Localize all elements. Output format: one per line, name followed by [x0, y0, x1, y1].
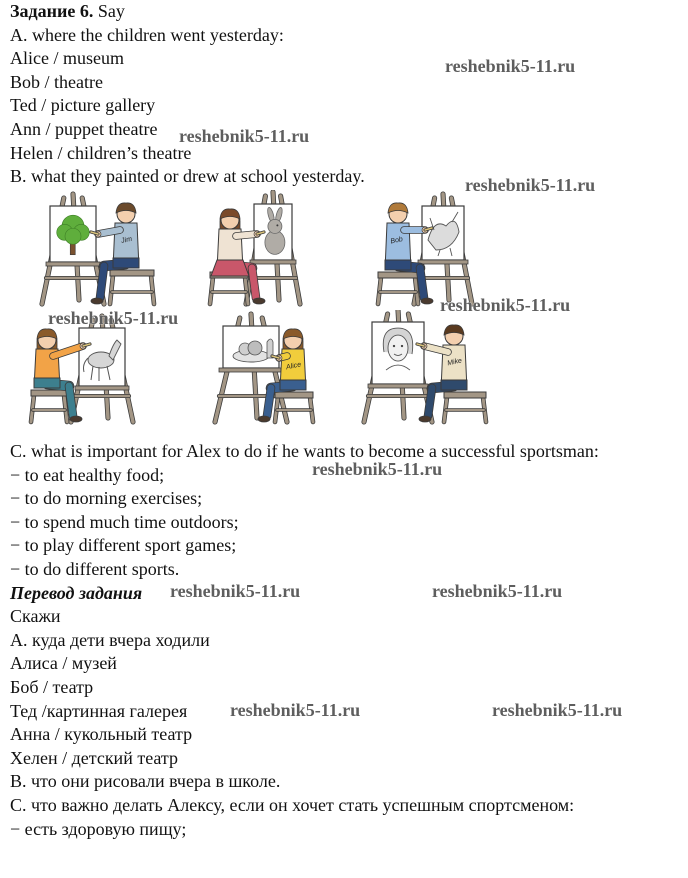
child-shin [69, 386, 73, 416]
shirt-name-tag: Mike [446, 357, 463, 368]
part-c-item: − to do different sports. [10, 558, 180, 579]
translation-heading: Перевод задания [10, 582, 143, 603]
part-a-item: Helen / children’s theatre [10, 142, 192, 163]
translation-part-b-heading: В. что они рисовали вчера в школе. [10, 771, 281, 792]
easel-ledge [219, 368, 283, 372]
translation-part-c-item: − есть здоровую пищу; [10, 818, 187, 839]
illustration-child-at-easel-3 [360, 190, 480, 308]
child-pants [113, 258, 139, 268]
child-shin [420, 268, 424, 298]
illustration-child-at-easel-2 [200, 190, 305, 308]
easel-ledge [75, 386, 129, 390]
part-b-heading: B. what they painted or drew at school yesterday. [10, 166, 365, 187]
easel [42, 194, 104, 304]
watermark: reshebnik5-11.ru [48, 308, 179, 328]
shirt-name-tag: Jim [120, 235, 133, 245]
part-c-item: − to do morning exercises; [10, 488, 203, 509]
child-shoe [91, 298, 103, 304]
task-section-english [10, 0, 688, 189]
tree-foliage [65, 228, 81, 244]
part-a-item: Alice / museum [10, 48, 124, 69]
child-pants [385, 260, 411, 270]
translation-part-a-item: Анна / кукольный театр [10, 724, 193, 745]
child-pants [34, 378, 60, 388]
stool-seat [31, 390, 67, 396]
easel-ledge [418, 260, 468, 264]
portrait-eye [401, 345, 403, 347]
rabbit-head [268, 219, 282, 233]
watermark: reshebnik5-11.ru [445, 56, 576, 76]
stool-seat [444, 392, 486, 398]
child-shoe [258, 416, 270, 422]
translation-part-a-item: Алиса / музей [10, 653, 117, 674]
part-c-heading: C. what is important for Alex to do if he wants to become a successful sportsman: [10, 441, 599, 461]
illustration-child-at-easel-6 [350, 310, 495, 425]
task-instruction: Say [97, 1, 125, 21]
watermark: reshebnik5-11.ru [432, 581, 563, 601]
easel-ledge [368, 384, 428, 388]
portrait-eye [393, 345, 395, 347]
easel [364, 310, 432, 422]
part-c-item: − to eat healthy food; [10, 464, 165, 485]
portrait-face [388, 335, 408, 361]
part-c-item: − to spend much time outdoors; [10, 511, 239, 532]
child-pants [280, 380, 306, 390]
translation-instruction: Скажи [10, 606, 61, 627]
child-figure [91, 203, 154, 304]
stool-seat [378, 272, 418, 278]
part-a-item: Bob / theatre [10, 71, 103, 92]
child-shin [252, 268, 256, 298]
part-a-heading: A. where the children went yesterday: [10, 24, 284, 45]
task-section-continued [10, 440, 688, 841]
translation-part-a-item: Тед /картинная галерея [10, 700, 188, 721]
child-skirt [211, 260, 249, 276]
watermark: reshebnik5-11.ru [170, 581, 301, 601]
watermark: reshebnik5-11.ru [179, 126, 310, 146]
child-figure [417, 325, 486, 422]
shirt-name-tag: Alice [285, 361, 302, 372]
rabbit-body [265, 230, 285, 254]
fruit [248, 341, 262, 355]
translation-part-a-item: Боб / театр [10, 676, 94, 697]
translation-part-c-heading: С. что важно делать Алексу, если он хочет стать успешным спортсменом: [10, 794, 575, 815]
easel-ledge [250, 260, 296, 264]
shirt-name-tag: Bob [389, 236, 404, 246]
part-c-item: − to play different sport games; [10, 535, 237, 556]
watermark: reshebnik5-11.ru [230, 700, 361, 720]
illustration-child-at-easel-5 [195, 310, 325, 425]
task-title-line [10, 0, 688, 24]
child-arm [98, 230, 120, 234]
child-shin [428, 388, 432, 416]
watermark: reshebnik5-11.ru [492, 700, 623, 720]
child-shoe [419, 416, 431, 422]
stool-seat [275, 392, 313, 398]
child-pants [441, 380, 467, 390]
easel [71, 316, 133, 422]
illustration-child-at-easel-1 [22, 190, 162, 308]
child-shoe [70, 416, 82, 422]
part-a-item: Ted / picture gallery [10, 95, 156, 116]
part-a-item: Ann / puppet theatre [10, 118, 158, 139]
child-shin [267, 388, 271, 416]
watermark: reshebnik5-11.ru [440, 295, 571, 315]
stool-seat [110, 270, 154, 276]
task-number: Задание 6. [10, 1, 94, 21]
translation-part-a-heading: А. куда дети вчера ходили [10, 629, 210, 650]
translation-part-a-item: Хелен / детский театр [10, 747, 179, 768]
watermark: reshebnik5-11.ru [312, 459, 443, 479]
rabbit-eye [276, 224, 278, 226]
watermark: reshebnik5-11.ru [465, 175, 596, 195]
child-shoe [421, 298, 433, 304]
easel-ledge [46, 262, 100, 266]
child-shin [100, 266, 104, 298]
child-shoe [253, 298, 265, 304]
